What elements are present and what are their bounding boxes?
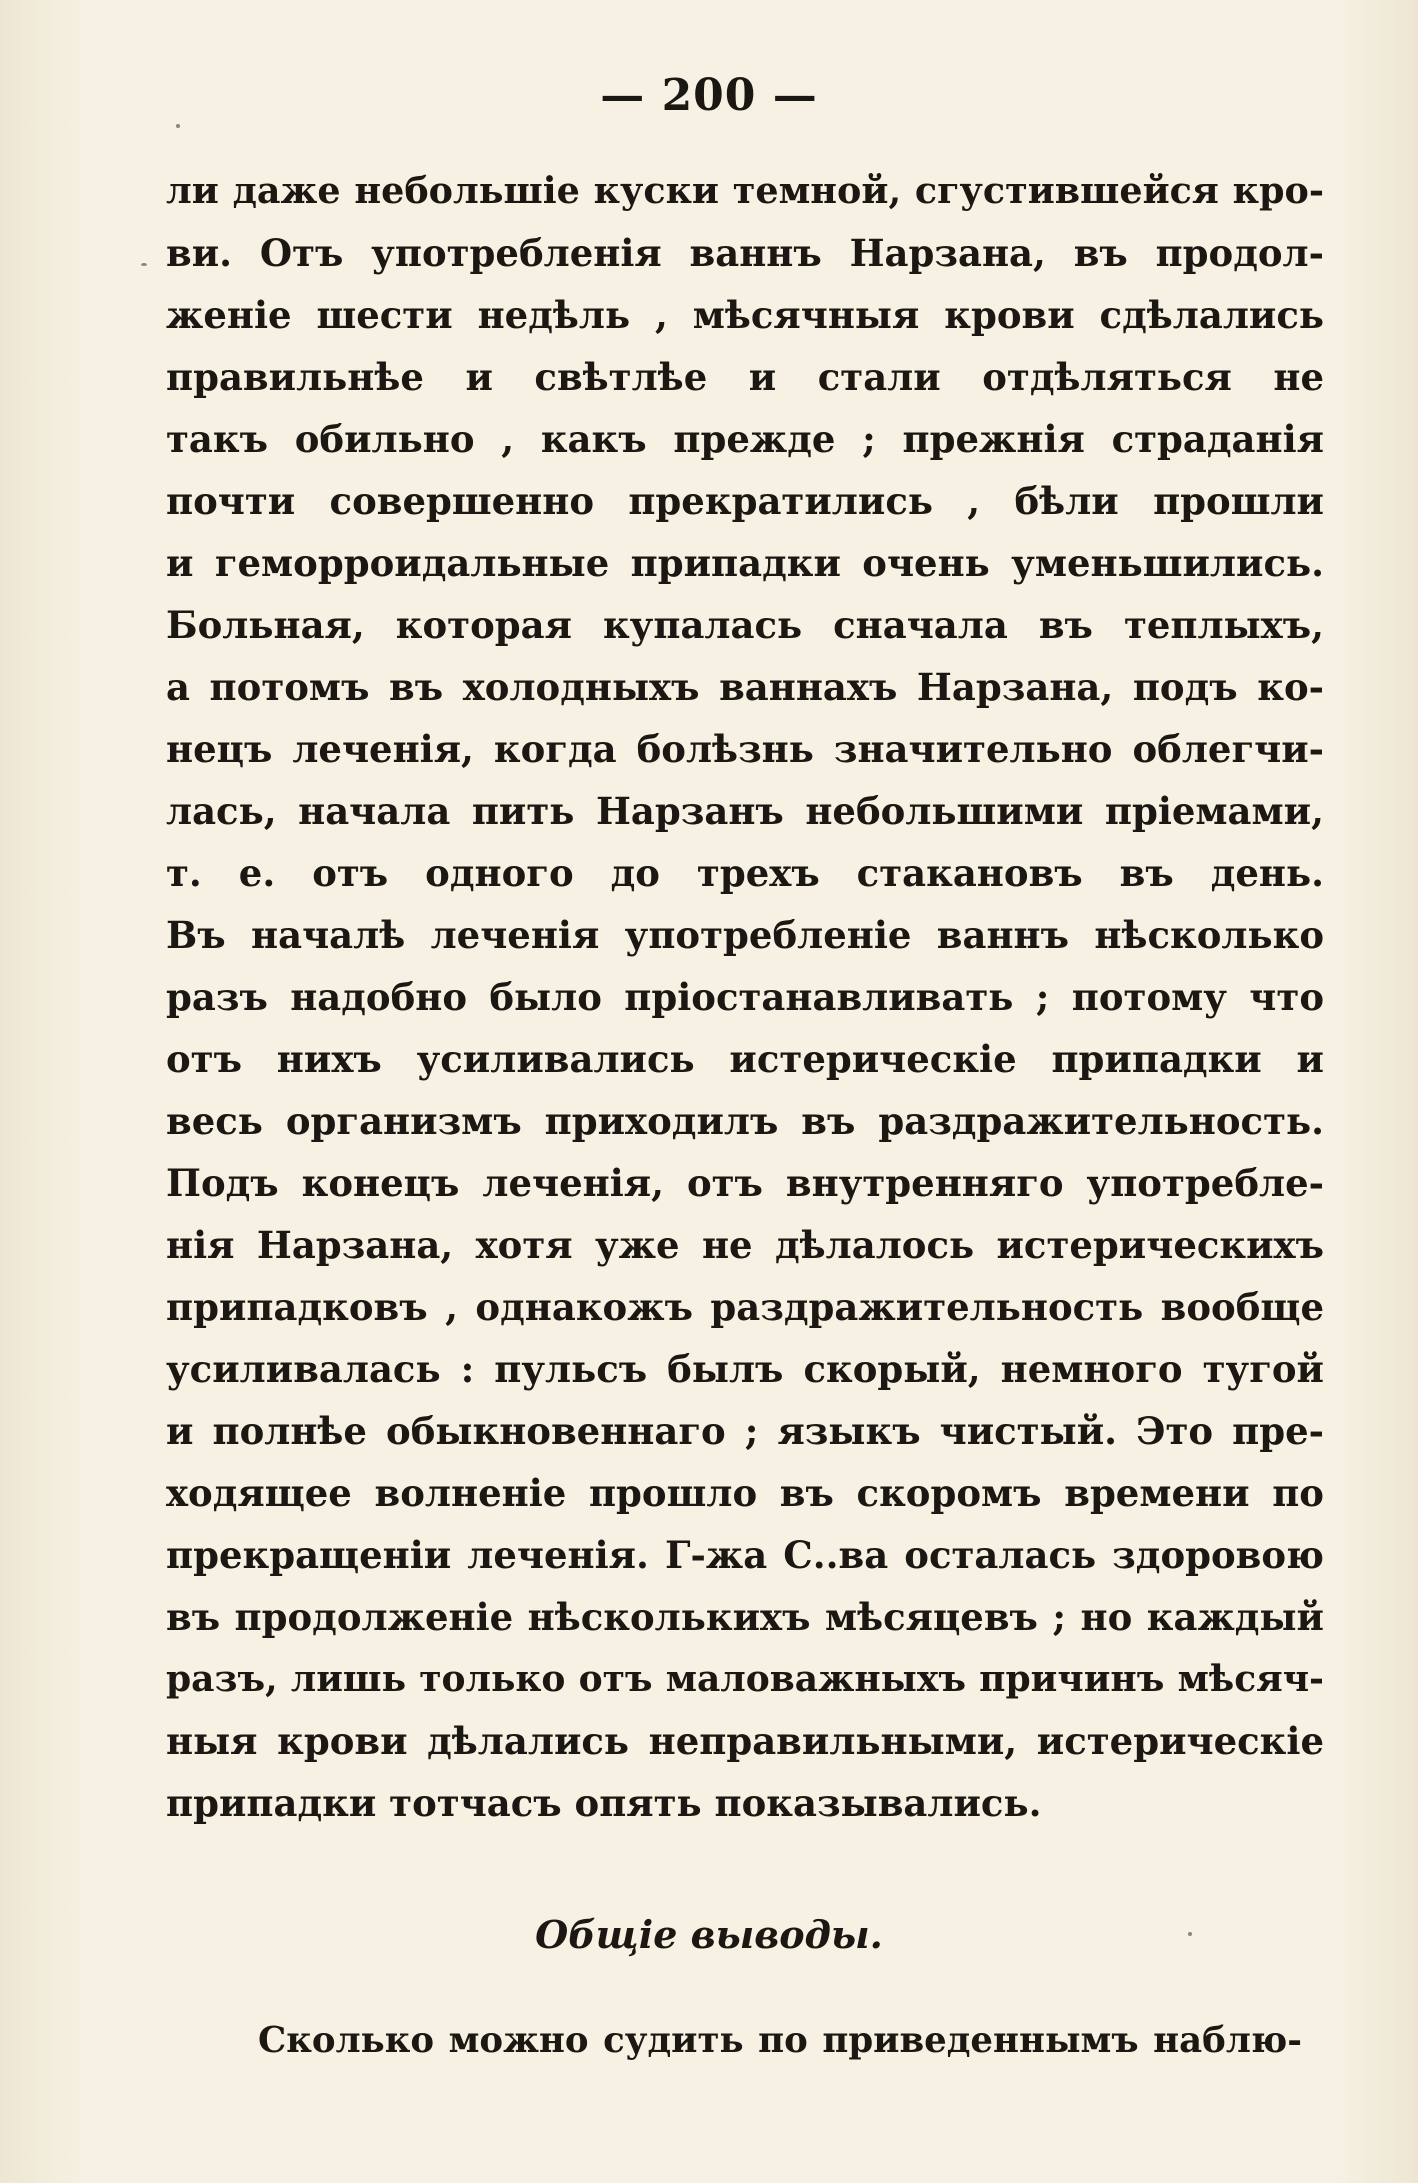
paragraph-start-line: Сколько можно судить по приведеннымъ наблю- <box>258 2020 1302 2061</box>
paper-speck <box>176 124 180 128</box>
text-line-last: припадки тотчасъ опять показывались. <box>166 1781 1042 1825</box>
text-line: и геморроидальные припадки очень уменьшились. <box>166 541 1324 585</box>
text-line: и полнѣе обыкновеннаго ; языкъ чистый. Это пре- <box>166 1409 1324 1453</box>
text-line: ви. Отъ употребленія ваннъ Нарзана, въ продол- <box>166 231 1324 275</box>
text-line: усиливалась : пульсъ былъ скорый, немного тугой <box>166 1347 1324 1391</box>
text-line: ныя крови дѣлались неправильными, истерическіе <box>166 1719 1324 1763</box>
text-line: ходящее волненіе прошло въ скоромъ времени по <box>166 1471 1324 1515</box>
text-line: нія Нарзана, хотя уже не дѣлалось истерическихъ <box>166 1223 1324 1267</box>
text-line: Подъ конецъ леченія, отъ внутренняго употребле- <box>166 1161 1324 1205</box>
text-line: прекращеніи леченія. Г-жа С..ва осталась здоровою <box>166 1533 1324 1577</box>
text-line: весь организмъ приходилъ въ раздражительность. <box>166 1099 1324 1143</box>
text-line: женіе шести недѣль , мѣсячныя крови сдѣлались <box>166 293 1324 337</box>
text-line: т. е. отъ одного до трехъ стакановъ въ день. <box>166 851 1324 895</box>
paper-speck <box>141 263 147 266</box>
text-line: отъ нихъ усиливались истерическіе припадки и <box>166 1037 1324 1081</box>
section-heading: Общіе выводы. <box>535 1912 883 1957</box>
body-text <box>166 160 1324 1834</box>
text-line: припадковъ , однакожъ раздражительность вообще <box>166 1285 1324 1329</box>
text-line: нецъ леченія, когда болѣзнь значительно облегчи- <box>166 727 1324 771</box>
text-line: а потомъ въ холодныхъ ваннахъ Нарзана, подъ ко- <box>166 665 1324 709</box>
text-line: ли даже небольшіе куски темной, сгустившейся кро- <box>166 169 1324 212</box>
text-line: Больная, которая купалась сначала въ теплыхъ, <box>166 603 1324 647</box>
page-number: — 200 — <box>600 70 818 121</box>
text-line: въ продолженіе нѣсколькихъ мѣсяцевъ ; но каждый <box>166 1595 1324 1639</box>
text-line: правильнѣе и свѣтлѣе и стали отдѣляться не <box>166 355 1324 399</box>
text-line: Въ началѣ леченія употребленіе ваннъ нѣсколько <box>166 913 1324 957</box>
text-line: такъ обильно , какъ прежде ; прежнія страданія <box>166 417 1324 461</box>
text-line: разъ, лишь только отъ маловажныхъ причинъ мѣсяч- <box>166 1658 1324 1700</box>
paper-speck <box>1188 1932 1192 1936</box>
text-line: лась, начала пить Нарзанъ небольшими пріемами, <box>166 789 1324 833</box>
text-line: почти совершенно прекратились , бѣли прошли <box>166 479 1324 523</box>
text-line: разъ надобно было пріостанавливать ; потому что <box>166 975 1324 1019</box>
